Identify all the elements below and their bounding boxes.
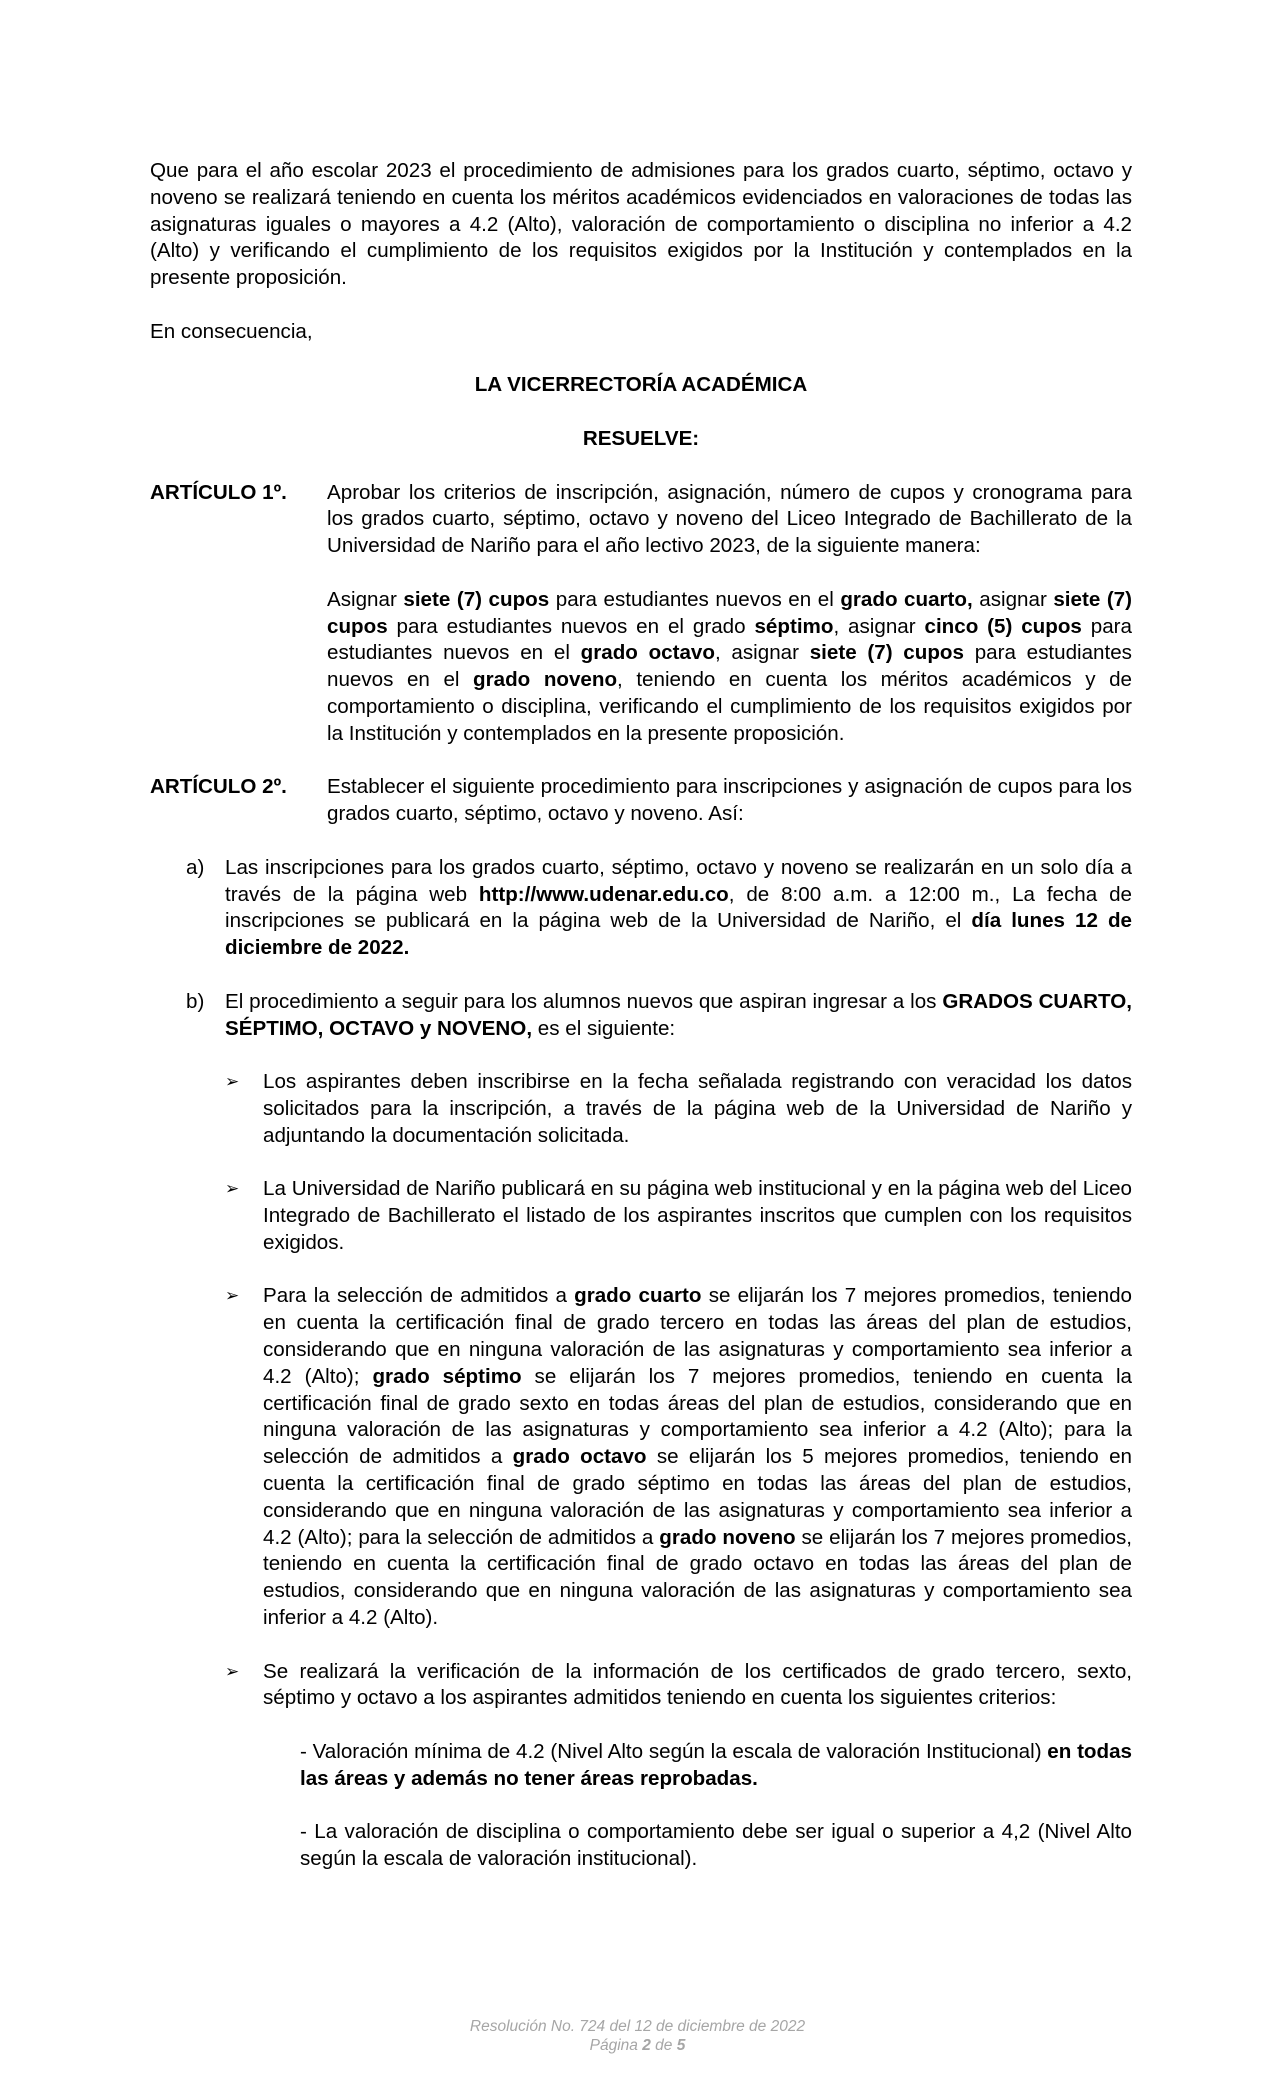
article-2-paragraph-1: Establecer el siguiente procedimiento para inscripciones y asignación de cupos para los grados cuarto, séptimo, octavo y noveno. Así: — [327, 775, 1132, 826]
bullet-item — [225, 1069, 1132, 1149]
text-span: para estudiantes nuevos en el — [327, 641, 1132, 692]
bold-span: en todas las áreas y además no tener áreas reprobadas. — [300, 1740, 1132, 1790]
text-span: Asignar — [327, 587, 404, 611]
text-span: para estudiantes nuevos en el grado — [387, 614, 755, 638]
bold-span: cinco (5) cupos — [924, 614, 1082, 638]
page-number — [0, 2037, 1275, 2056]
bold-span: día lunes 12 de diciembre de 2022. — [225, 909, 1132, 960]
article-1-paragraph-1: Aprobar los criterios de inscripción, asignación, número de cupos y cronograma para los grados cuarto, séptimo, octavo y noveno del Liceo Integrado de Bachillerato de la Universidad de Nariño para el año lectivo 2023, de la siguiente manera: — [327, 480, 1132, 558]
document-page — [150, 158, 1132, 1873]
text-span: se elijarán los 7 mejores promedios, teniendo en cuenta la certificación final de grado octavo en todas las áreas del plan de estudios, considerando que en ninguna valoración de las asignaturas y comportamiento sea inferior a 4.2 (Alto). — [263, 1525, 1133, 1630]
arrow-bullet-icon: ➢ — [225, 1072, 240, 1092]
bold-span: grado noveno — [659, 1525, 796, 1549]
text-span: para estudiantes nuevos en el — [549, 587, 841, 611]
list-item-b-text — [225, 989, 1132, 1043]
article-2-label: ARTÍCULO 2º. — [150, 775, 287, 799]
criterion-2: - La valoración de disciplina o comportamiento debe ser igual o superior a 4,2 (Nivel Alto según la escala de valoración institucional). — [300, 1820, 1132, 1871]
resolve-heading: RESUELVE: — [582, 426, 700, 450]
article-1-label: ARTÍCULO 1º. — [150, 480, 287, 504]
text-span: para estudiantes nuevos en el — [327, 614, 1132, 665]
bold-span: GRADOS CUARTO, SÉPTIMO, OCTAVO y NOVENO, — [225, 989, 1133, 1040]
article-1-body — [327, 480, 1132, 748]
text-span: - Valoración mínima de 4.2 (Nivel Alto según la escala de valoración Institucional) — [300, 1740, 1048, 1764]
criterion-1 — [300, 1739, 1132, 1793]
bold-span: grado cuarto, — [840, 587, 973, 611]
bold-span: grado séptimo — [372, 1364, 522, 1388]
bold-span: siete (7) cupos — [809, 641, 964, 665]
text-span: , asignar — [714, 641, 810, 665]
list-item-b — [186, 989, 1132, 1043]
bullet-text — [263, 1283, 1132, 1631]
article-2-body — [327, 774, 1132, 828]
text-span: , asignar — [833, 614, 925, 638]
page-footer — [0, 2018, 1275, 2055]
article-1 — [150, 480, 1132, 748]
bullet-text: Se realizará la verificación de la información de los certificados de grado tercero, sexto, séptimo y octavo a los aspirantes admitidos teniendo en cuenta los siguientes criterios: — [263, 1659, 1132, 1710]
text-span: es el siguiente: — [532, 1016, 676, 1040]
bold-span: siete (7) cupos — [327, 587, 1132, 638]
arrow-bullet-icon: ➢ — [225, 1661, 240, 1681]
bold-span: grado octavo — [512, 1445, 647, 1469]
bold-span: séptimo — [754, 614, 834, 638]
text-span: se elijarán los 7 mejores promedios, teniendo en cuenta la certificación final de grado sexto en todas áreas del plan de estudios, considerando que en ninguna valoración de las asignaturas y comportamiento sea inferior a 4.2 (Alto); para la selección de admitidos a — [263, 1364, 1132, 1469]
list-item-a — [186, 855, 1132, 962]
bullet-item — [225, 1283, 1132, 1631]
list-item-a-text — [225, 855, 1132, 962]
list-marker: a) — [186, 855, 205, 879]
text-span: , de 8:00 a.m. a 12:00 m., La fecha de inscripciones se publicará en la página web de la Universidad de Nariño, el — [225, 882, 1132, 933]
bold-span: grado octavo — [580, 641, 715, 665]
consequence-text: En consecuencia, — [150, 319, 313, 343]
text-span: , teniendo en cuenta los méritos académicos y de comportamiento o disciplina, verificando el cumplimiento de los requisitos exigidos por la Institución y contemplados en la presente proposición. — [327, 668, 1132, 745]
bold-span: grado noveno — [473, 668, 618, 692]
text-span: Para la selección de admitidos a — [263, 1284, 575, 1308]
text-span: asignar — [972, 587, 1054, 611]
website-link: http://www.udenar.edu.co — [478, 882, 729, 906]
article-2 — [150, 774, 1132, 828]
bullet-item — [225, 1176, 1132, 1256]
bold-span: grado cuarto — [574, 1284, 702, 1308]
authority-heading: LA VICERRECTORÍA ACADÉMICA — [474, 373, 808, 397]
intro-paragraph: Que para el año escolar 2023 el procedimiento de admisiones para los grados cuarto, séptimo, octavo y noveno se realizará teniendo en cuenta los méritos académicos evidenciados en valoraciones de todas las asignaturas iguales o mayores a 4.2 (Alto), valoración de comportamiento o disciplina no inferior a 4.2 (Alto) y verificando el cumplimiento de los requisitos exigidos por la Institución y contemplados en la presente proposición. — [150, 159, 1132, 290]
page-total: 5 — [676, 2036, 686, 2054]
arrow-bullet-icon: ➢ — [225, 1286, 240, 1306]
bullet-text: La Universidad de Nariño publicará en su página web institucional y en la página web del Liceo Integrado de Bachillerato el listado de los aspirantes inscritos que cumplen con los requisitos exigidos. — [263, 1177, 1132, 1254]
text-span: El procedimiento a seguir para los alumnos nuevos que aspiran ingresar a los — [225, 989, 943, 1013]
arrow-bullet-icon: ➢ — [225, 1179, 240, 1199]
bullet-item — [225, 1659, 1132, 1713]
article-1-paragraph-2 — [327, 587, 1132, 748]
page-prefix: Página — [589, 2036, 643, 2054]
bullet-text: Los aspirantes deben inscribirse en la fecha señalada registrando con veracidad los datos solicitados para la inscripción, a través de la página web de la Universidad de Nariño y adjuntando la documentación solicitada. — [263, 1070, 1132, 1147]
text-span: Las inscripciones para los grados cuarto, séptimo, octavo y noveno se realizarán en un solo día a través de la página web — [225, 855, 1132, 906]
page-current: 2 — [642, 2036, 651, 2054]
text-span: se elijarán los 7 mejores promedios, teniendo en cuenta la certificación final de grado tercero en todas las áreas del plan de estudios, considerando que en ninguna valoración de las asignaturas y comportamiento sea inferior a 4.2 (Alto); — [263, 1284, 1132, 1388]
text-span: se elijarán los 5 mejores promedios, teniendo en cuenta la certificación final de grado séptimo en todas las áreas del plan de estudios, considerando que en ninguna valoración de las asignaturas y comportamiento sea inferior a 4.2 (Alto); para la selección de admitidos a — [263, 1445, 1132, 1549]
page-separator: de — [650, 2036, 677, 2054]
resolution-reference: Resolución No. 724 del 12 de diciembre de 2022 — [469, 2018, 806, 2035]
list-marker: b) — [186, 989, 205, 1013]
bold-span: siete (7) cupos — [403, 587, 550, 611]
